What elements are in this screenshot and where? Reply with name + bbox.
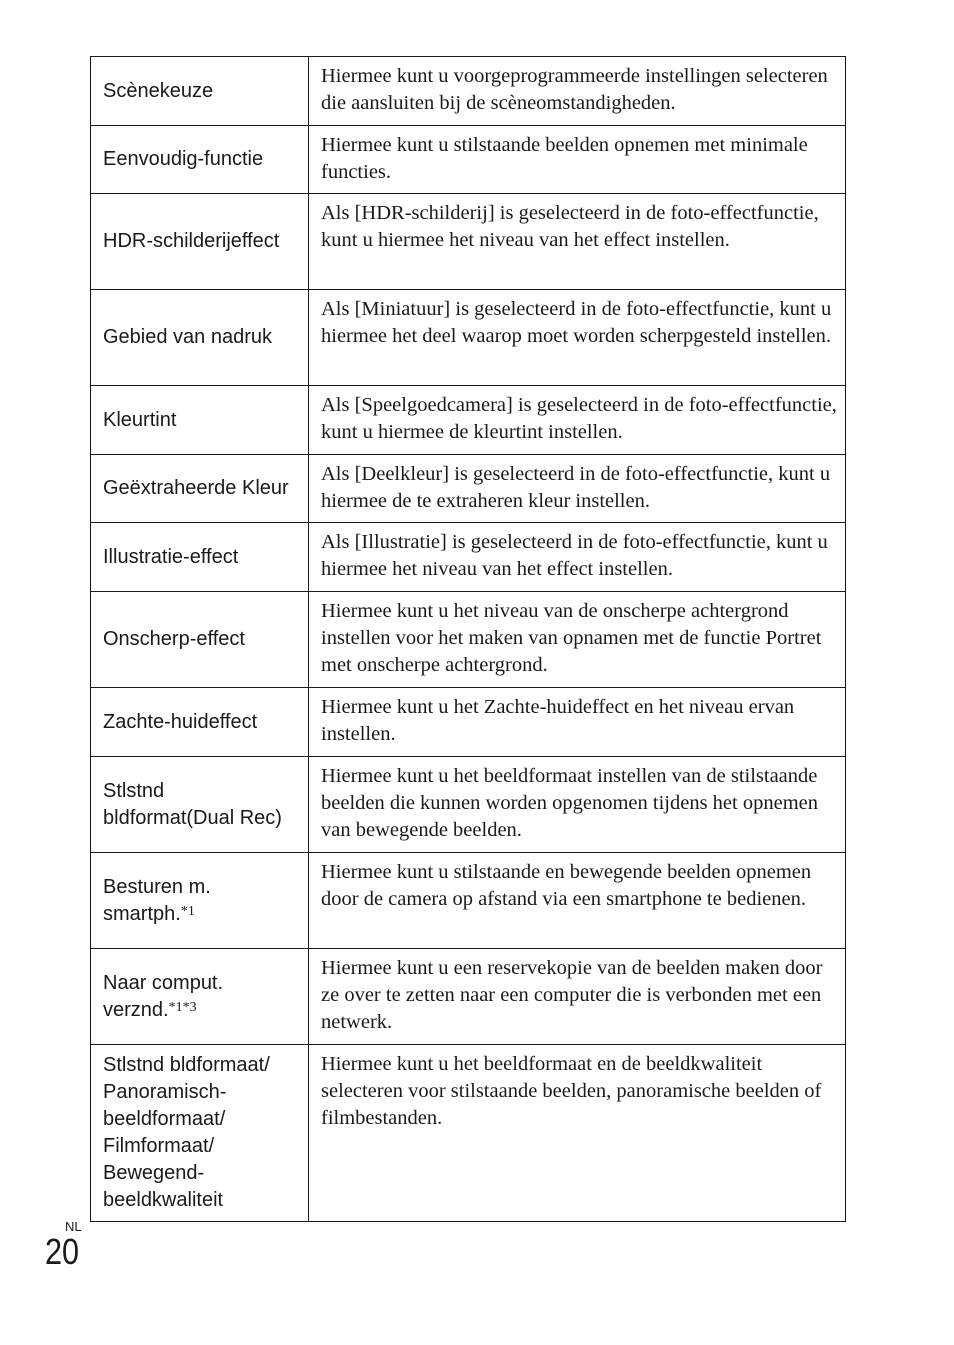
setting-description bbox=[309, 126, 846, 194]
table-row bbox=[91, 949, 846, 1045]
setting-name bbox=[91, 1045, 309, 1222]
setting-name-text: Stlstnd bldformat(Dual Rec) bbox=[103, 779, 282, 829]
setting-name bbox=[91, 290, 309, 386]
setting-name-text: Naar comput. verznd. bbox=[103, 971, 224, 1021]
setting-description bbox=[309, 455, 846, 523]
setting-description bbox=[309, 1045, 846, 1222]
setting-name-text: Stlstnd bldformaat/ Panoramisch-beeldformaat/ Filmformaat/ Bewegend-beeldkwaliteit bbox=[103, 1054, 270, 1211]
setting-description bbox=[309, 949, 846, 1045]
table-row bbox=[91, 386, 846, 455]
setting-name-text: Gebied van nadruk bbox=[103, 326, 273, 348]
setting-description-text: Als [Illustratie] is geselecteerd in de foto-effectfunctie, kunt u hiermee het niveau van het effect instellen. bbox=[321, 531, 828, 581]
setting-description bbox=[309, 592, 846, 688]
table-row bbox=[91, 592, 846, 688]
setting-description bbox=[309, 688, 846, 757]
table-row bbox=[91, 194, 846, 290]
setting-name-text: HDR-schilderijeffect bbox=[103, 230, 280, 252]
setting-name-text: Kleurtint bbox=[103, 408, 177, 431]
language-code: NL bbox=[65, 1219, 82, 1234]
setting-name-text: Zachte-huideffect bbox=[103, 710, 258, 733]
setting-description-text: Als [Miniatuur] is geselecteerd in de foto-effectfunctie, kunt u hiermee het deel waarop moet worden scherpgesteld instellen. bbox=[321, 298, 832, 348]
setting-description-text: Hiermee kunt u stilstaande beelden opnemen met minimale functies. bbox=[321, 134, 808, 184]
setting-name-text: Illustratie-effect bbox=[103, 545, 239, 568]
table-row bbox=[91, 126, 846, 194]
setting-name bbox=[91, 455, 309, 523]
setting-name bbox=[91, 126, 309, 194]
settings-table bbox=[90, 56, 846, 1222]
setting-description bbox=[309, 290, 846, 386]
setting-description-text: Als [Deelkleur] is geselecteerd in de foto-effectfunctie, kunt u hiermee de te extraheren kleur instellen. bbox=[321, 463, 831, 513]
setting-description-text: Hiermee kunt u het niveau van de onscherpe achtergrond instellen voor het maken van opnamen met de functie Portret met onscherpe achtergrond. bbox=[321, 600, 822, 677]
table-row bbox=[91, 688, 846, 757]
setting-description bbox=[309, 523, 846, 592]
page-number: 20 bbox=[45, 1231, 80, 1272]
table-row bbox=[91, 523, 846, 592]
setting-name bbox=[91, 853, 309, 949]
setting-description bbox=[309, 386, 846, 455]
setting-description-text: Als [HDR-schilderij] is geselecteerd in de foto-effectfunctie, kunt u hiermee het niveau van het effect instellen. bbox=[321, 202, 819, 252]
footnote-marker: *1 bbox=[180, 903, 195, 919]
setting-description-text: Hiermee kunt u het Zachte-huideffect en het niveau ervan instellen. bbox=[321, 696, 795, 746]
setting-name bbox=[91, 949, 309, 1045]
setting-name bbox=[91, 592, 309, 688]
setting-name bbox=[91, 688, 309, 757]
setting-name bbox=[91, 194, 309, 290]
table-row bbox=[91, 290, 846, 386]
table-row bbox=[91, 455, 846, 523]
setting-description-text: Hiermee kunt u stilstaande en bewegende beelden opnemen door de camera op afstand via een smartphone te bedienen. bbox=[321, 861, 812, 911]
setting-name bbox=[91, 757, 309, 853]
setting-description bbox=[309, 57, 846, 126]
table-row bbox=[91, 757, 846, 853]
setting-description bbox=[309, 757, 846, 853]
table-row bbox=[91, 1045, 846, 1222]
setting-description bbox=[309, 853, 846, 949]
setting-name-text: Scènekeuze bbox=[103, 79, 214, 102]
setting-description-text: Hiermee kunt u een reservekopie van de beelden maken door ze over te zetten naar een computer die is verbonden met een netwerk. bbox=[321, 957, 823, 1034]
setting-name-text: Besturen m. smartph. bbox=[103, 875, 211, 925]
setting-name bbox=[91, 523, 309, 592]
setting-name-text: Onscherp-effect bbox=[103, 628, 245, 650]
setting-name bbox=[91, 386, 309, 455]
setting-name-text: Eenvoudig-functie bbox=[103, 148, 264, 170]
footnote-marker: *1*3 bbox=[168, 999, 197, 1015]
setting-description bbox=[309, 194, 846, 290]
setting-name-text: Geëxtraheerde Kleur bbox=[103, 477, 289, 499]
setting-description-text: Hiermee kunt u voorgeprogrammeerde instellingen selecteren die aansluiten bij de scèneomstandigheden. bbox=[321, 65, 828, 115]
setting-description-text: Hiermee kunt u het beeldformaat instellen van de stilstaande beelden die kunnen worden opgenomen tijdens het opnemen van bewegende beelden. bbox=[321, 765, 818, 842]
setting-description-text: Als [Speelgoedcamera] is geselecteerd in de foto-effectfunctie, kunt u hiermee de kleurtint instellen. bbox=[321, 394, 837, 444]
setting-name bbox=[91, 57, 309, 126]
table-row bbox=[91, 57, 846, 126]
table-row bbox=[91, 853, 846, 949]
setting-description-text: Hiermee kunt u het beeldformaat en de beeldkwaliteit selecteren voor stilstaande beelden, panoramische beelden of filmbestanden. bbox=[321, 1053, 822, 1130]
